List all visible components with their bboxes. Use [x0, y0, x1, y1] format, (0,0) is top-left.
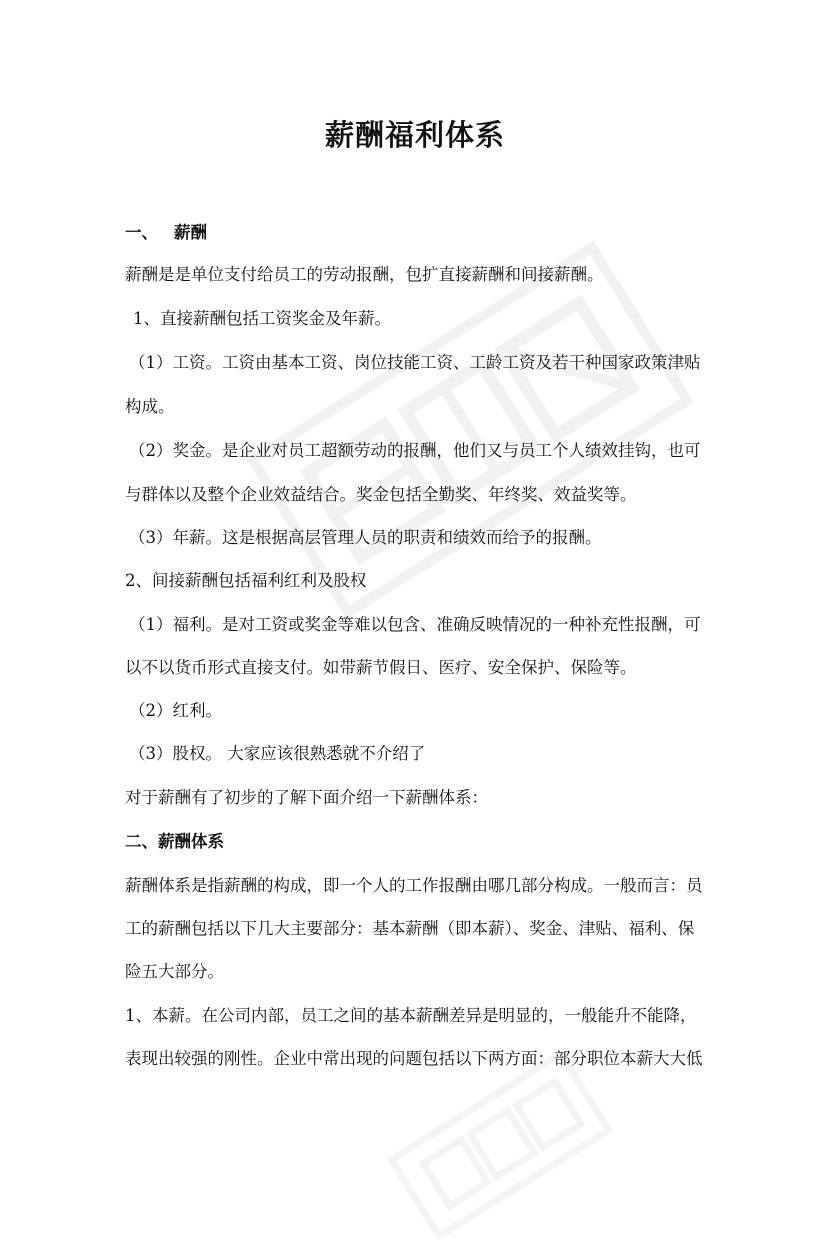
section-heading — [125, 221, 207, 245]
paragraph-line: （1）福利。是对工资或奖金等难以包含、准确反映情况的一种补充性报酬，可 — [129, 615, 701, 634]
paragraph-line: （3）年薪。这是根据高层管理人员的职责和绩效而给予的报酬。 — [129, 528, 602, 547]
paragraph-line: 与群体以及整个企业效益结合。奖金包括全勤奖、年终奖、效益奖等。 — [125, 485, 637, 504]
paragraph-line: 薪酬体系是指薪酬的构成，即一个人的工作报酬由哪几部分构成。一般而言：员 — [125, 876, 703, 895]
section-number: 一、 — [125, 223, 158, 242]
paragraph-line: 薪酬是是单位支付给员工的劳动报酬，包扩直接薪酬和间接薪酬。 — [125, 265, 604, 284]
paragraph-line: （3）股权。 大家应该很熟悉就不介绍了 — [129, 744, 426, 763]
paragraph-line: （2）奖金。是企业对员工超额劳动的报酬，他们又与员工个人绩效挂钩，也可 — [129, 441, 701, 460]
paragraph-line: 表现出较强的刚性。企业中常出现的问题包括以下两方面：部分职位本薪大大低 — [125, 1049, 703, 1068]
paragraph-line: 对于薪酬有了初步的了解下面介绍一下薪酬体系： — [125, 788, 488, 807]
paragraph-line: 构成。 — [125, 397, 175, 416]
section-heading: 二、薪酬体系 — [125, 832, 224, 851]
section-title: 薪酬 — [174, 223, 207, 242]
page-title: 薪酬福利体系 — [324, 118, 505, 152]
paragraph-line: （1）工资。工资由基本工资、岗位技能工资、工龄工资及若干种国家政策津贴 — [129, 353, 701, 372]
paragraph-line: 工的薪酬包括以下几大主要部分：基本薪酬（即本薪）、奖金、津贴、福利、保 — [125, 919, 695, 938]
paragraph-line: （2）红利。 — [129, 701, 222, 720]
paragraph-line: 1、直接薪酬包括工资奖金及年薪。 — [133, 309, 391, 328]
paragraph-line: 1、本薪。在公司内部，员工之间的基本薪酬差异是明显的，一般能升不能降， — [125, 1006, 697, 1025]
paragraph-line: 2、间接薪酬包括福利红利及股权 — [125, 571, 367, 590]
paragraph-line: 险五大部分。 — [125, 962, 224, 981]
paragraph-line: 以不以货币形式直接支付。如带薪节假日、医疗、安全保护、保险等。 — [125, 658, 637, 677]
